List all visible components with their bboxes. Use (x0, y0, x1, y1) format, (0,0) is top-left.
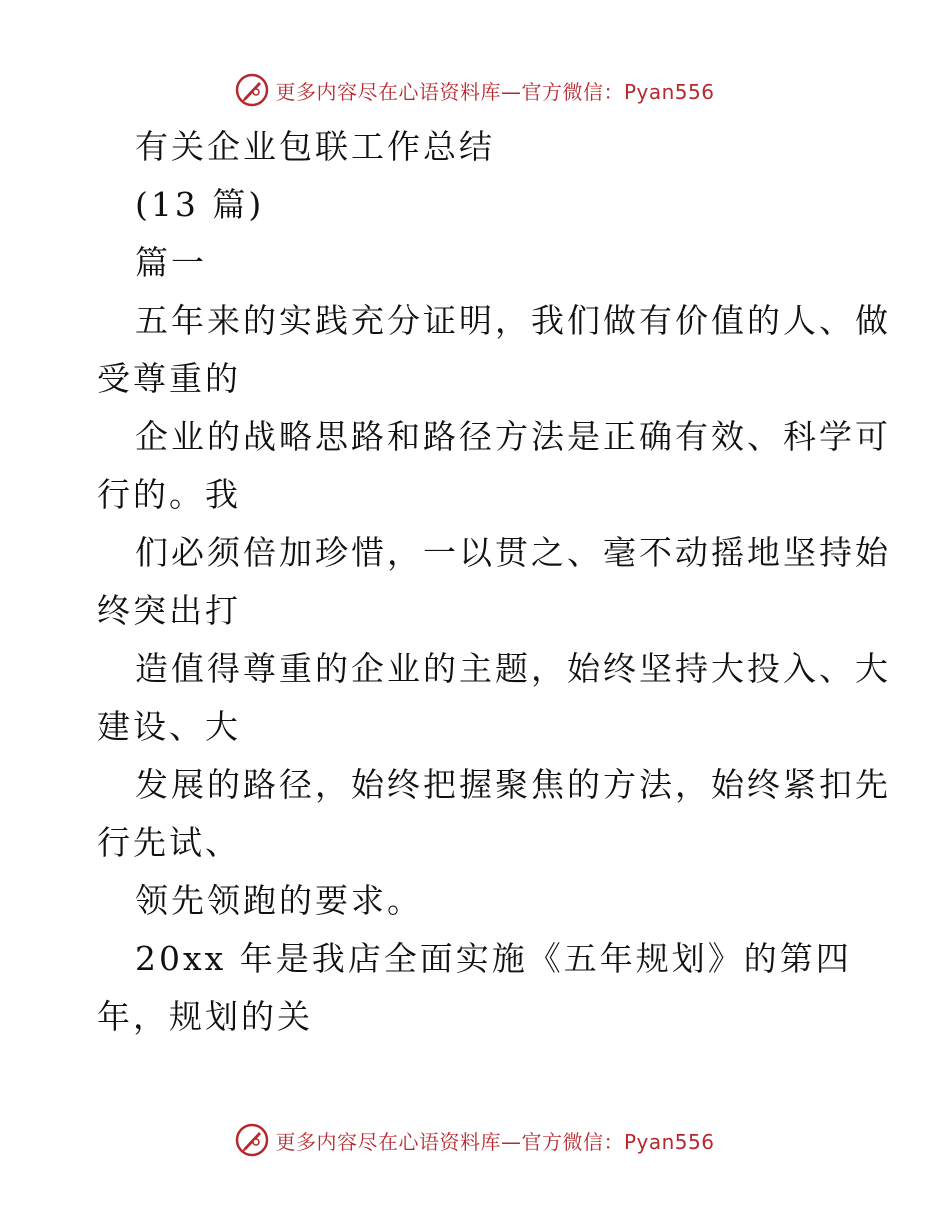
document-line: 年，规划的关 (97, 997, 313, 1036)
document-body (97, 118, 891, 1046)
header-banner (0, 70, 950, 110)
quill-logo-icon (235, 1123, 269, 1157)
header-banner-content (235, 73, 714, 107)
header-banner-text: 更多内容尽在心语资料库—官方微信：Pyan556 (275, 79, 715, 104)
document-line: 领先领跑的要求。 (135, 881, 423, 920)
footer-banner-text: 更多内容尽在心语资料库—官方微信：Pyan556 (275, 1129, 715, 1154)
document-line: 行的。我 (97, 475, 241, 514)
document-line: 终突出打 (97, 591, 241, 630)
footer-banner (0, 1120, 950, 1160)
document-line: 企业的战略思路和路径方法是正确有效、科学可 (135, 417, 891, 456)
document-line: 有关企业包联工作总结 (135, 127, 495, 166)
document-line: 篇一 (135, 243, 207, 282)
document-line: 20xx 年是我店全面实施《五年规划》的第四 (135, 939, 852, 978)
document-line: 建设、大 (97, 707, 241, 746)
footer-banner-content (235, 1123, 714, 1157)
document-line: 受尊重的 (97, 359, 241, 398)
document-line: 们必须倍加珍惜，一以贯之、毫不动摇地坚持始 (135, 533, 891, 572)
document-line: 造值得尊重的企业的主题，始终坚持大投入、大 (135, 649, 891, 688)
quill-logo-icon (235, 73, 269, 107)
document-line: 五年来的实践充分证明，我们做有价值的人、做 (135, 301, 891, 340)
document-line: 行先试、 (97, 823, 241, 862)
document-line: (13 篇) (135, 185, 265, 224)
document-line: 发展的路径，始终把握聚焦的方法，始终紧扣先 (135, 765, 891, 804)
